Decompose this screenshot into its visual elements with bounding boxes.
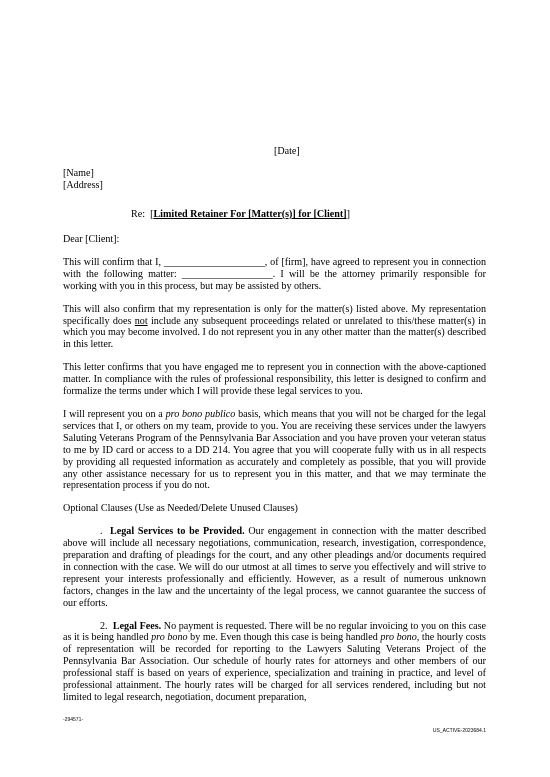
pro-bono-italic: pro bono publico bbox=[165, 408, 236, 420]
footer-page-code: -294571- bbox=[63, 717, 84, 723]
scope-not: not bbox=[134, 315, 148, 327]
scope-text-a: This will also confirm that my representation is only for the matter(s) listed above. My representation specifically does bbox=[63, 303, 486, 327]
optional-clauses-heading: Optional Clauses (Use as Needed/Delete Unused Clauses) bbox=[63, 503, 298, 515]
clause-1-text: Our engagement in connection with the matter described above will include all necessary negotiations, communication, research, investigation, correspondence, preparation and drafting of pleadings for the court, and any other pleadings and/or documents required in connection with the case. We will do our utmost at all times to serve you effectively and will strive to represent your interests professionally and efficiently. However, as a result of numerous unknown factors, changes in the law and the uncertainty of the legal process, we cannot guarantee the success of our efforts. bbox=[63, 526, 486, 609]
letter-body bbox=[63, 234, 486, 715]
recipient-block bbox=[63, 168, 103, 192]
re-subject: Limited Retainer For [Matter(s)] for [Client] bbox=[153, 209, 347, 220]
re-bracket-close: ] bbox=[346, 209, 350, 220]
clause-1-number: . bbox=[100, 526, 103, 538]
footer-doc-id: US_ACTIVE-2023684.1 bbox=[432, 728, 486, 734]
clause-2-title: Legal Fees. bbox=[112, 620, 162, 632]
clause-legal-services bbox=[63, 526, 486, 609]
paragraph-engagement: This letter confirms that you have engaged me to represent you in connection with the above-captioned matter. In compliance with the rules of professional responsibility, this letter is designed to confirm and formalize the terms under which I will provide these legal services to you. bbox=[63, 362, 486, 398]
clause-legal-fees bbox=[63, 621, 486, 704]
paragraph-pro-bono bbox=[63, 409, 486, 492]
subject-line bbox=[131, 209, 350, 221]
clause-2-text-a: No payment is requested. There will be no regular invoicing to you on this case as it is being handled bbox=[63, 620, 487, 644]
clause-1-title: Legal Services to be Provided. bbox=[110, 526, 245, 538]
re-label: Re: bbox=[131, 209, 146, 220]
clause-2-text-b: by me. Even though this case is being handled bbox=[187, 632, 381, 644]
clause-2-italic-1: pro bono bbox=[151, 632, 188, 644]
clause-2-italic-2: pro bono, bbox=[380, 632, 420, 644]
scope-text-b: include any subsequent proceedings related or unrelated to this/these matter(s) in which you may become involved. I do not represent you in any other matter than the matter(s) described in this letter. bbox=[63, 315, 486, 351]
clause-2-number: 2. bbox=[100, 620, 108, 632]
pro-bono-text-a: I will represent you on a bbox=[63, 408, 166, 420]
salutation: Dear [Client]: bbox=[63, 234, 120, 245]
paragraph-confirmation: This will confirm that I, ____________________, of [firm], have agreed to represent you in connection with the following matter: __________________. I will be the attorney primarily responsible for working with you in this process, but may be assisted by others. bbox=[63, 256, 486, 292]
recipient-address: [Address] bbox=[63, 179, 103, 191]
re-bracket-open: [ bbox=[150, 209, 154, 220]
paragraph-scope bbox=[63, 304, 486, 352]
pro-bono-text-b: basis, which means that you will not be charged for the legal services that I, or others on my team, provide to you. You are receiving these services under the lawyers Saluting Veterans Program of the Pennsylvania Bar Association and you have proven your veteran status to me by ID card or access to a DD 214. You agree that you will cooperate fully with us in all respects by providing all requested information as accurately and completely as possible, that you will provide any other assistance necessary for us to represent you in this matter, and that we may terminate the representation process if you do not. bbox=[63, 408, 486, 492]
clause-2-text-c: the hourly costs of representation will be recorded for reporting to the Lawyers Saluting Veterans Project of the Pennsylvania Bar Association. Our schedule of hourly rates for attorneys and other members of our professional staff is based on years of experience, specialization and training in practice, and level of professional attainment. The hourly rates will be charged for all services rendered, including but not limited to legal research, negotiation, document preparation, bbox=[63, 632, 486, 703]
recipient-name: [Name] bbox=[63, 168, 94, 179]
letter-date: [Date] bbox=[274, 146, 300, 157]
